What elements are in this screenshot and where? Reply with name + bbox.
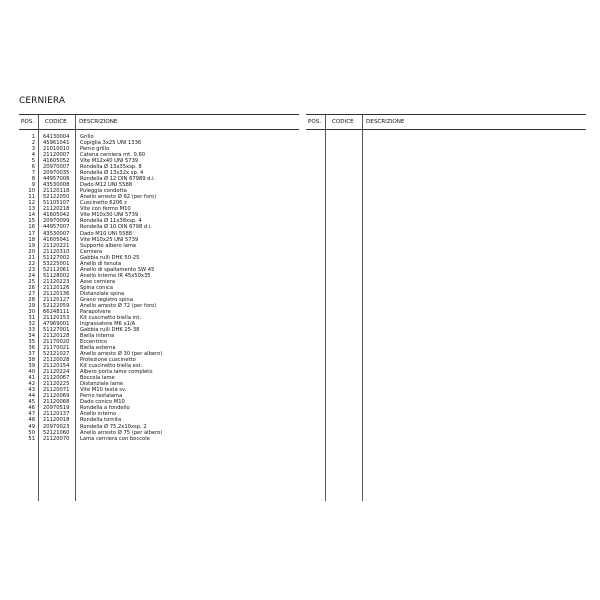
row-desc: Rondella Ø 75,2x10xsp. 2 xyxy=(80,423,147,430)
parts-table-continued xyxy=(306,114,586,501)
header-code: CODICE xyxy=(45,119,67,125)
row-pos: 11 xyxy=(28,194,35,201)
row-pos: 50 xyxy=(28,429,35,436)
row-desc: Anello arresto Ø 30 (per albero) xyxy=(80,351,163,358)
row-desc: Protezione cuscinetto xyxy=(80,357,136,364)
row-code: 53225001 xyxy=(43,260,70,267)
row-desc: Spina conica xyxy=(80,284,113,291)
row-code: 51128002 xyxy=(43,272,70,279)
row-pos: 47 xyxy=(28,411,35,418)
row-code: 20970519 xyxy=(43,405,70,412)
row-desc: Anello di spallamento SW 45 xyxy=(80,266,155,273)
header-code: CODICE xyxy=(332,119,354,125)
row-desc: Vite con fermo M10 xyxy=(80,206,131,213)
row-pos: 16 xyxy=(28,224,35,231)
row-desc: Rondella Ø 13x35xsp. 8 xyxy=(80,164,142,171)
row-pos: 1 xyxy=(31,134,35,140)
row-pos: 36 xyxy=(28,345,35,352)
row-code: 51127001 xyxy=(43,327,70,333)
row-desc: Supporto albero lame xyxy=(80,242,137,249)
row-pos: 29 xyxy=(28,302,35,309)
row-pos: 37 xyxy=(28,351,35,358)
table-row xyxy=(19,436,299,442)
row-desc: Anello di tenuta xyxy=(80,260,122,267)
row-pos: 19 xyxy=(28,242,35,249)
row-code: 21120068 xyxy=(43,399,70,406)
row-desc: Rondella Ø 11x38xsp. 4 xyxy=(80,218,142,225)
row-code: 44957008 xyxy=(43,176,70,183)
row-code: 21170020 xyxy=(43,339,70,346)
row-pos: 17 xyxy=(28,230,35,237)
row-code: 21120310 xyxy=(43,248,70,255)
row-desc: Anello interno IR 45x50x35 xyxy=(80,272,151,279)
row-desc: Kit cuscinetto biella int. xyxy=(80,314,142,321)
row-code: 21120221 xyxy=(43,242,70,249)
row-desc: Rondella tornita xyxy=(80,417,122,424)
row-pos: 46 xyxy=(28,405,35,412)
row-code: 21010010 xyxy=(43,146,70,153)
row-pos: 3 xyxy=(31,146,35,153)
row-desc: Vite M10x25 UNI 5739 xyxy=(80,236,139,243)
row-desc: Anello arresto Ø 62 (per foro) xyxy=(80,194,157,201)
row-code: 52121060 xyxy=(43,429,70,436)
row-desc: Puleggia condotta xyxy=(80,188,127,195)
row-desc: Kit cuscinetto biella est. xyxy=(80,363,143,370)
row-pos: 12 xyxy=(28,200,35,207)
row-code: 64130004 xyxy=(43,134,70,140)
row-pos: 6 xyxy=(31,164,35,171)
row-pos: 35 xyxy=(28,339,35,346)
row-desc: Rondella Ø 10 DIN 6798 d.i. xyxy=(80,224,152,231)
row-code: 21120154 xyxy=(43,363,70,370)
row-pos: 23 xyxy=(28,266,35,273)
row-desc: Perno grillo xyxy=(80,146,110,153)
row-desc: Anello arresto Ø 72 (per foro) xyxy=(80,302,157,309)
row-pos: 22 xyxy=(28,260,35,267)
row-code: 41605041 xyxy=(43,236,70,243)
row-code: 21120028 xyxy=(43,357,70,364)
row-code: 20970023 xyxy=(43,423,70,430)
row-pos: 20 xyxy=(28,248,35,255)
row-desc: Dado M12 UNI 5588 xyxy=(80,182,133,189)
row-pos: 25 xyxy=(28,278,35,285)
row-desc: Vite M10 testa sv. xyxy=(80,387,127,394)
row-pos: 21 xyxy=(28,254,35,261)
row-code: 51127002 xyxy=(43,254,70,261)
table-header xyxy=(19,115,299,130)
row-code: 21170021 xyxy=(43,345,70,352)
row-desc: Rondella Ø 12 DIN 67989 d.i. xyxy=(80,176,156,183)
row-desc: Dado conico M10 xyxy=(80,399,125,406)
row-code: 52112061 xyxy=(43,266,70,273)
header-pos: POS. xyxy=(308,119,322,125)
row-code: 45961041 xyxy=(43,140,70,147)
row-code: 47969001 xyxy=(43,320,70,327)
row-desc: Grano registro spina xyxy=(80,296,133,303)
row-desc: Dado M10 UNI 5588 xyxy=(80,230,133,237)
row-code: 21120225 xyxy=(43,381,70,388)
row-desc: Vite M10x30 UNI 5739 xyxy=(80,212,139,219)
row-code: 43530007 xyxy=(43,230,70,237)
row-pos: 33 xyxy=(28,327,35,333)
row-desc: Rondella Ø 13x32x sp. 4 xyxy=(80,170,144,177)
row-code: 52122059 xyxy=(43,302,70,309)
row-desc: Cerniera xyxy=(80,248,103,255)
row-desc: Grillo xyxy=(80,134,94,140)
row-desc: Anello arresto Ø 75 (per albero) xyxy=(80,429,163,436)
row-pos: 49 xyxy=(28,423,35,430)
row-code: 21120223 xyxy=(43,278,70,285)
row-code: 21120153 xyxy=(43,314,70,321)
row-code: 21120018 xyxy=(43,417,70,424)
row-pos: 28 xyxy=(28,296,35,303)
row-desc: Vite M12x40 UNI 5739 xyxy=(80,158,139,165)
row-code: 21120127 xyxy=(43,296,70,303)
row-pos: 10 xyxy=(28,188,35,195)
row-pos: 39 xyxy=(28,363,35,370)
row-desc: Boccola lame xyxy=(80,375,115,382)
row-pos: 44 xyxy=(28,393,35,400)
row-pos: 30 xyxy=(28,308,35,315)
row-pos: 9 xyxy=(31,182,35,189)
row-pos: 45 xyxy=(28,399,35,406)
row-pos: 24 xyxy=(28,272,35,279)
row-code: 41605052 xyxy=(43,158,70,165)
row-desc: Distanziale lame xyxy=(80,381,124,388)
row-code: 21120126 xyxy=(43,284,70,291)
row-desc: Parapolvere xyxy=(80,308,111,315)
row-pos: 51 xyxy=(28,435,35,442)
row-code: 21120118 xyxy=(43,188,70,195)
row-pos: 40 xyxy=(28,369,35,376)
row-desc: Asse cerniera xyxy=(80,278,116,285)
row-code: 21120070 xyxy=(43,435,70,442)
row-pos: 18 xyxy=(28,236,35,243)
row-pos: 5 xyxy=(31,158,35,165)
row-code: 52121027 xyxy=(43,351,70,358)
column-divider xyxy=(362,115,363,501)
row-desc: Gabbia rulli DHK 50-25 xyxy=(80,254,140,261)
column-divider xyxy=(325,115,326,501)
page-title: CERNIERA xyxy=(19,96,66,106)
row-desc: Catena cerniera mt. 0,60 xyxy=(80,152,146,159)
row-pos: 13 xyxy=(28,206,35,213)
row-pos: 27 xyxy=(28,290,35,297)
row-pos: 8 xyxy=(31,176,35,183)
row-code: 52122050 xyxy=(43,194,70,201)
row-pos: 7 xyxy=(31,170,35,177)
row-code: 43530008 xyxy=(43,182,70,189)
row-desc: Lama cerniera con boccole xyxy=(80,435,150,442)
row-code: 21120136 xyxy=(43,290,70,297)
row-desc: Biella interna xyxy=(80,333,115,340)
row-pos: 31 xyxy=(28,314,35,321)
row-pos: 43 xyxy=(28,387,35,394)
row-desc: Gabbia rulli DHK 25-38 xyxy=(80,327,140,333)
row-pos: 2 xyxy=(31,140,35,147)
row-desc: Eccentrico xyxy=(80,339,108,346)
row-code: 21120137 xyxy=(43,411,70,418)
row-pos: 38 xyxy=(28,357,35,364)
row-pos: 15 xyxy=(28,218,35,225)
row-code: 20970007 xyxy=(43,164,70,171)
row-code: 20970035 xyxy=(43,170,70,177)
parts-table xyxy=(19,114,299,501)
row-desc: Ingrassatore M6 x1/A xyxy=(80,320,136,327)
row-pos: 14 xyxy=(28,212,35,219)
row-pos: 48 xyxy=(28,417,35,424)
row-desc: Biella esterna xyxy=(80,345,116,352)
row-code: 51105107 xyxy=(43,200,70,207)
row-code: 21120069 xyxy=(43,393,70,400)
row-desc: Copiglia 3x25 UNI 1336 xyxy=(80,140,142,147)
row-code: 21120218 xyxy=(43,206,70,213)
row-code: 66248111 xyxy=(43,308,70,315)
row-pos: 26 xyxy=(28,284,35,291)
header-desc: DESCRIZIONE xyxy=(366,119,405,125)
row-desc: Perno testalama xyxy=(80,393,123,400)
row-desc: Distanziale spina xyxy=(80,290,125,297)
row-code: 21120067 xyxy=(43,375,70,382)
table-header xyxy=(306,115,586,130)
row-code: 41605042 xyxy=(43,212,70,219)
header-desc: DESCRIZIONE xyxy=(79,119,118,125)
row-desc: Albero porta lame completo xyxy=(80,369,153,376)
header-pos: POS. xyxy=(21,119,35,125)
row-code: 21120007 xyxy=(43,152,70,159)
row-code: 21120071 xyxy=(43,387,70,394)
row-desc: Anello interno xyxy=(80,411,117,418)
row-desc: Rondella a fondello xyxy=(80,405,130,412)
row-pos: 4 xyxy=(31,152,35,159)
table-body xyxy=(19,134,299,442)
row-pos: 41 xyxy=(28,375,35,382)
row-pos: 32 xyxy=(28,320,35,327)
row-pos: 34 xyxy=(28,333,35,340)
row-pos: 42 xyxy=(28,381,35,388)
row-desc: Cuscinetto 6206 z xyxy=(80,200,127,207)
row-code: 21120224 xyxy=(43,369,70,376)
row-code: 20970099 xyxy=(43,218,70,225)
row-code: 21120128 xyxy=(43,333,70,340)
row-code: 44957007 xyxy=(43,224,70,231)
